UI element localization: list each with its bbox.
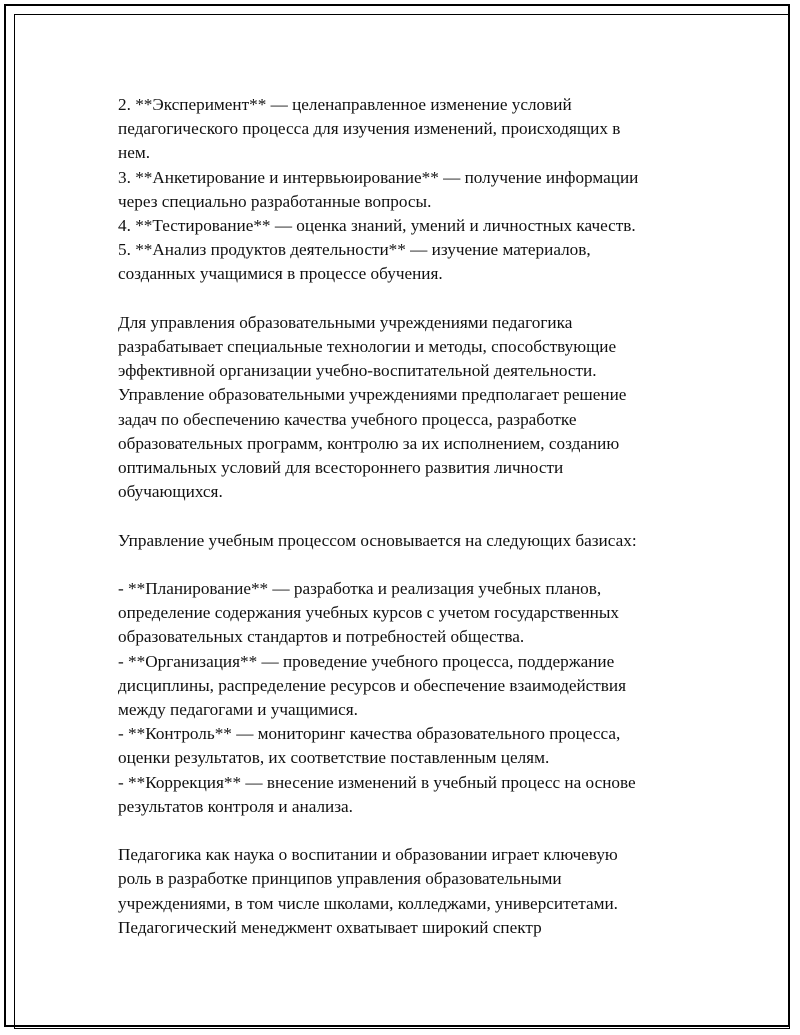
research-methods-list: 2. **Эксперимент** — целенаправленное изменение условий педагогического процесса для изучения изменений, происходящих в нем. 3. **Анкетирование и интервьюирование** — получение информации через специально разработанные вопросы. 4. **Тестирование** — оценка знаний, умений и личностных качеств. 5. **Анализ продуктов деятельности** — изучение материалов, созданных учащимися в процессе обучения. xyxy=(118,95,639,284)
paragraph-gap xyxy=(118,819,688,843)
bases-intro: Управление учебным процессом основывается на следующих базисах: xyxy=(118,530,637,550)
management-paragraph: Для управления образовательными учреждениями педагогика разрабатывает специальные технологии и методы, способствующие эффективной организации учебно-воспитательной деятельности. Управление образовательными учреждениями предполагает решение задач по обеспечению качества учебного процесса, разработке образовательных программ, контролю за их исполнением, созданию оптимальных условий для всестороннего развития личности обучающихся. xyxy=(118,312,627,502)
paragraph-gap xyxy=(118,553,688,577)
paragraph-gap xyxy=(118,287,688,311)
bases-list: - **Планирование** — разработка и реализация учебных планов, определение содержания учебных курсов с учетом государственных образовательных стандартов и потребностей общества. - **Организация** — проведение учебного процесса, поддержание дисциплины, распределение ресурсов и обеспечение взаимодействия между педагогами и учащимися. - **Контроль** — мониторинг качества образовательного процесса, оценки результатов, их соответствие поставленным целям. - **Коррекция** — внесение изменений в учебный процесс на основе результатов контроля и анализа. xyxy=(118,579,636,816)
document-body xyxy=(118,93,688,940)
paragraph-gap xyxy=(118,504,688,528)
pedagogy-paragraph: Педагогика как наука о воспитании и образовании играет ключевую роль в разработке принципов управления образовательными учреждениями, в том числе школами, колледжами, университетами. Педагогический менеджмент охватывает широкий спектр xyxy=(118,845,618,937)
